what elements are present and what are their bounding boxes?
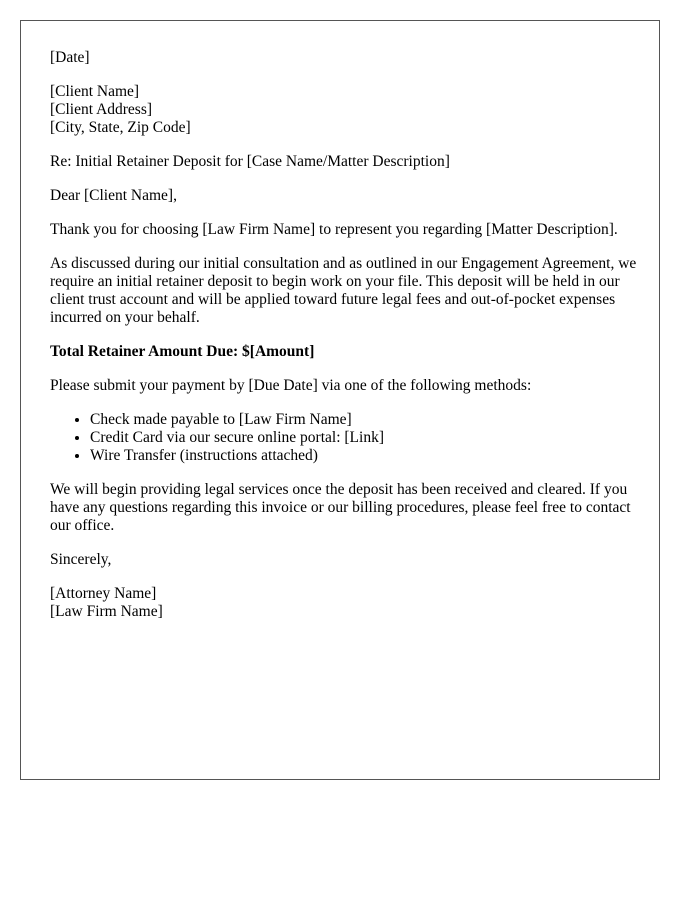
client-address: [Client Address] bbox=[50, 101, 153, 118]
client-name: [Client Name] bbox=[50, 83, 140, 100]
closing-paragraph: We will begin providing legal services once the deposit has been received and cleared. If you have any questions regarding this invoice or our billing procedures, please feel free to contact our office. bbox=[50, 481, 631, 534]
client-address-block bbox=[50, 83, 642, 137]
payment-method-item: • Check made payable to [Law Firm Name] bbox=[90, 411, 642, 429]
payment-intro: Please submit your payment by [Due Date] via one of the following methods: bbox=[50, 377, 532, 394]
signature-block bbox=[50, 585, 642, 621]
payment-methods-list bbox=[50, 411, 642, 465]
client-city-state-zip: [City, State, Zip Code] bbox=[50, 119, 191, 136]
letter-date: [Date] bbox=[50, 49, 90, 66]
intro-paragraph: Thank you for choosing [Law Firm Name] to represent you regarding [Matter Description]. bbox=[50, 221, 618, 238]
sign-off: Sincerely, bbox=[50, 551, 112, 568]
payment-method-item: • Wire Transfer (instructions attached) bbox=[90, 447, 642, 465]
letter-content bbox=[50, 49, 642, 637]
body-paragraph: As discussed during our initial consultation and as outlined in our Engagement Agreement, we require an initial retainer deposit to begin work on your file. This deposit will be held in our client trust account and will be applied toward future legal fees and out-of-pocket expenses incurred on your behalf. bbox=[50, 255, 637, 326]
payment-method-item: • Credit Card via our secure online portal: [Link] bbox=[90, 429, 642, 447]
firm-name: [Law Firm Name] bbox=[50, 603, 163, 620]
attorney-name: [Attorney Name] bbox=[50, 585, 157, 602]
total-due-paragraph bbox=[50, 343, 642, 361]
total-due: Total Retainer Amount Due: $[Amount] bbox=[50, 343, 315, 360]
salutation: Dear [Client Name], bbox=[50, 187, 177, 204]
letter-page bbox=[20, 20, 660, 780]
re-line: Re: Initial Retainer Deposit for [Case Name/Matter Description] bbox=[50, 153, 450, 170]
